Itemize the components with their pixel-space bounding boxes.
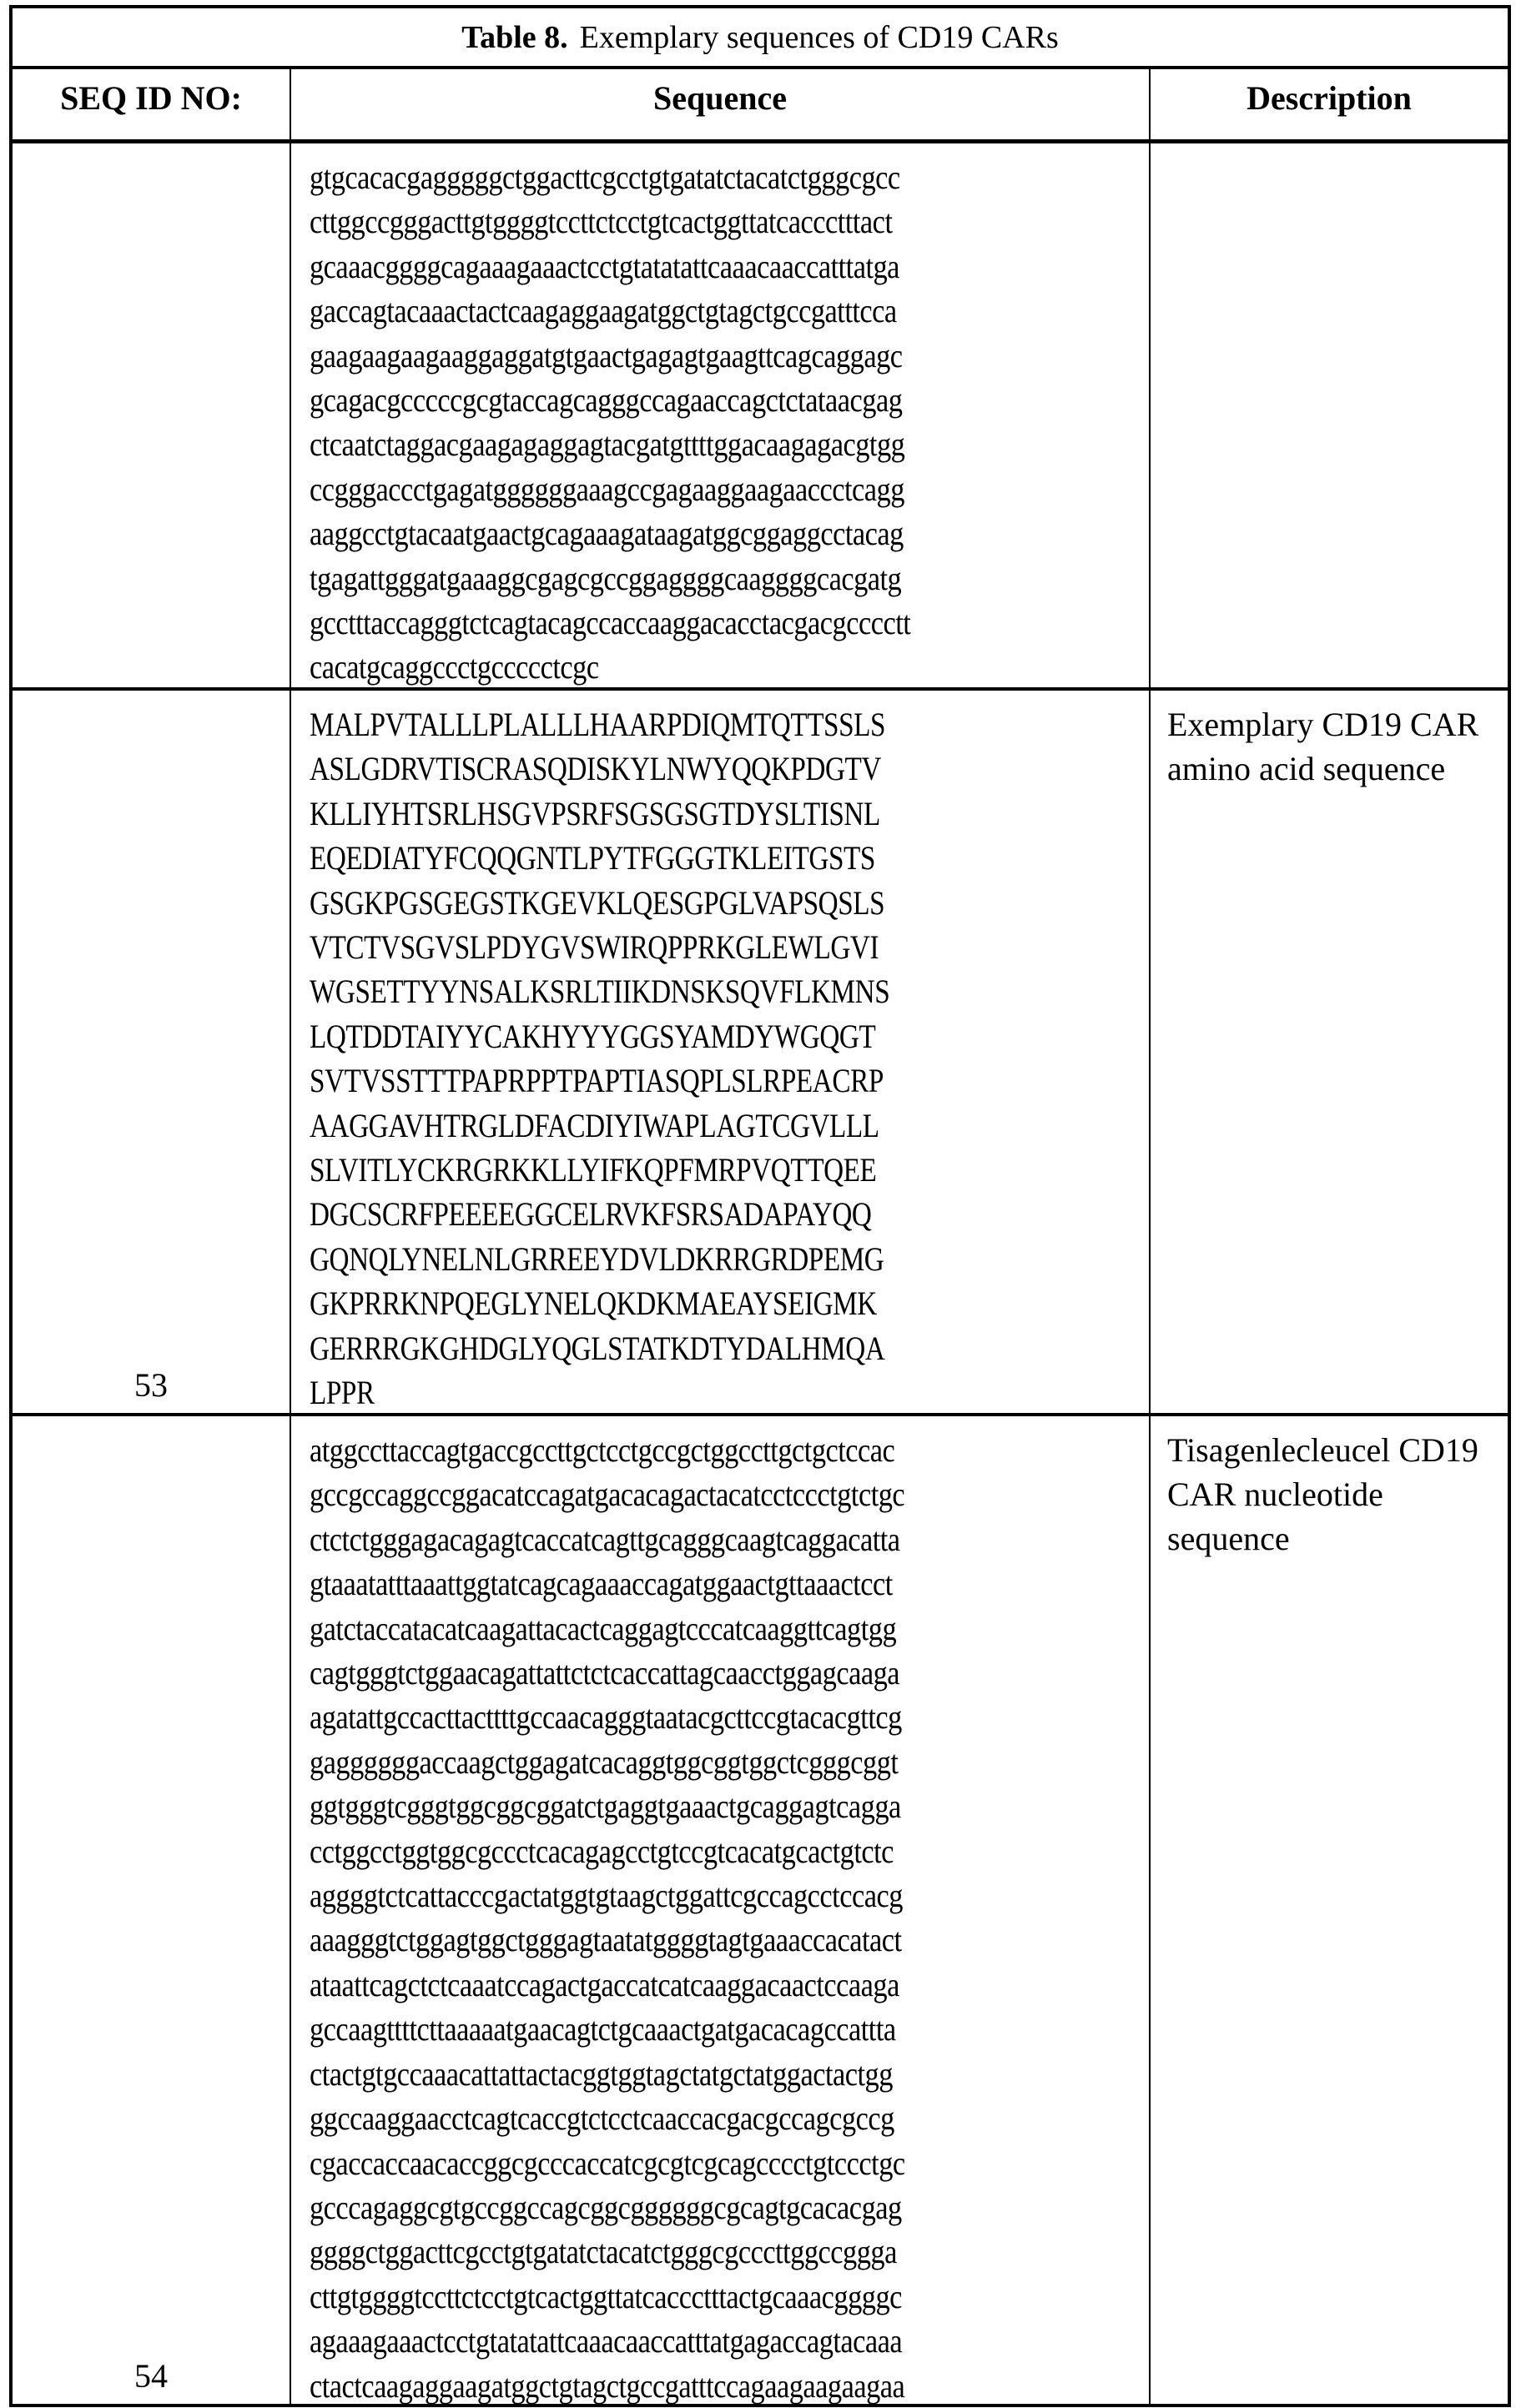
sequence-line: agatattgccacttacttttgccaacagggtaatacgcttccgtacacgttcg [310, 1698, 902, 1737]
sequence-line: gatctaccatacatcaagattacactcaggagtcccatcaaggttcagtgg [310, 1609, 897, 1647]
sequence-line: AAGGAVHTRGLDFACDIYIWAPLAGTCGVLLL [310, 1106, 879, 1144]
sequence-line: LQTDDTAIYYCAKHYYYGGSYAMDYWGQGT [310, 1017, 876, 1055]
sequence-line: MALPVTALLLPLALLLHAARPDIQMTQTTSSLS [310, 706, 886, 743]
sequence-line: gccgccaggccggacatccagatgacacagactacatcctccctgtctgc [310, 1475, 905, 1514]
sequence-line: gcctttaccagggtctcagtacagccaccaaggacacctacgacgcccctt [310, 604, 911, 642]
sequence-line: ASLGDRVTISCRASQDISKYLNWYQQKPDGTV [310, 750, 881, 788]
sequence-line: gcccagaggcgtgccggccagcggcggggggcgcagtgcacacgag [310, 2188, 902, 2226]
sequence-line: ataattcagctctcaaatccagactgaccatcatcaaggacaactccaaga [310, 1965, 899, 2003]
sequence-line: GQNQLYNELNLGRREEYDVLDKRRGRDPEMG [310, 1239, 884, 1278]
sequence-line: gtgcacacgagggggctggacttcgcctgtgatatctacatctgggcgcc [310, 158, 900, 196]
description-cell: Exemplary CD19 CAR amino acid sequence [1167, 706, 1479, 787]
sequence-line: atggccttaccagtgaccgccttgctcctgccgctggccttgctgctccac [310, 1431, 895, 1469]
sequence-line: WGSETTYYNSALKSRLTIIKDNSKSQVFLKMNS [310, 973, 890, 1011]
table-caption-label: Table 8. [461, 19, 568, 55]
sequence-line: GERRRGKGHDGLYQGLSTATKDTYDALHMQA [310, 1329, 885, 1367]
seq-id-cell [13, 143, 291, 687]
sequence-line: gaggggggaccaagctggagatcacaggtggcggtggctcgggcggt [310, 1742, 899, 1781]
table-caption-text: Exemplary sequences of CD19 CARs [579, 19, 1059, 55]
table-row [13, 1416, 1508, 2404]
sequence-line: ctactgtgccaaacattattactacggtggtagctatgctatggactactgg [310, 2054, 893, 2093]
sequence-line: ccgggaccctgagatggggggaaagccgagaaggaagaaccctcagg [310, 470, 904, 508]
sequence-cell [291, 1416, 1151, 2404]
sequence-line: VTCTVSGVSLPDYGVSWIRQPPRKGLEWLGVI [310, 928, 879, 967]
table-caption [13, 8, 1508, 69]
sequence-line: cgaccaccaacaccggcgcccaccatcgcgtcgcagcccctgtccctgc [310, 2144, 905, 2182]
sequence-line: gaagaagaagaaggaggatgtgaactgagagtgaagttcagcaggagc [310, 336, 903, 375]
sequence-line: cctggcctggtggcgccctcacagagcctgtccgtcacatgcactgtctc [310, 1832, 894, 1870]
sequence-line: ggtgggtcgggtggcggcggatctgaggtgaaactgcaggagtcagga [310, 1787, 901, 1826]
sequence-line: GKPRRKNPQEGLYNELQKDKMAEAYSEIGMK [310, 1284, 877, 1323]
sequence-cell [291, 143, 1151, 687]
sequence-line: ggccaaggaacctcagtcaccgtctcctcaaccacgacgccagcgccg [310, 2099, 894, 2138]
sequence-line: cttggccgggacttgtggggtccttctcctgtcactggttatcaccctttact [310, 203, 893, 241]
header-description: Description [1247, 78, 1412, 117]
sequence-line: ctcaatctaggacgaagagaggagtacgatgttttggacaagagacgtgg [310, 425, 905, 464]
sequence-line: SLVITLYCKRGRKKLLYIFKQPFMRPVQTTQEE [310, 1151, 877, 1189]
sequence-line: gcaaacggggcagaaagaaactcctgtatatattcaaacaaccatttatga [310, 247, 899, 285]
sequence-line: aaagggtctggagtggctgggagtaatatggggtagtgaaaccacatact [310, 1921, 902, 1959]
sequence-line: tgagattgggatgaaaggcgagcgccggaggggcaaggggcacgatg [310, 559, 902, 597]
sequence-line: gtaaatatttaaattggtatcagcagaaaccagatggaactgttaaactcct [310, 1565, 893, 1603]
seq-id-cell: 54 [13, 1416, 291, 2404]
sequence-table [9, 5, 1511, 2407]
sequence-line: ctctctgggagacagagtcaccatcagttgcagggcaagtcaggacatta [310, 1520, 900, 1558]
sequence-line: gcagacgcccccgcgtaccagcagggccagaaccagctctataacgag [310, 381, 903, 420]
description-cell: Tisagenlecleucel CD19 CAR nucleotide sequence [1167, 1431, 1478, 1557]
sequence-line: agaaagaaactcctgtatatattcaaacaaccatttatgagaccagtacaaa [310, 2322, 903, 2360]
description-cell [1151, 143, 1508, 687]
sequence-line: cacatgcaggccctgccccctcgc [310, 648, 599, 686]
table-row [13, 143, 1508, 691]
sequence-line: KLLIYHTSRLHSGVPSRFSGSGSGTDYSLTISNL [310, 794, 880, 832]
sequence-line: EQEDIATYFCQQGNTLPYTFGGGTKLEITGSTS [310, 839, 875, 877]
sequence-line: DGCSCRFPEEEEGGCELRVKFSRSADAPAYQQ [310, 1195, 872, 1234]
sequence-line: GSGKPGSGEGSTKGEVKLQESGPGLVAPSQSLS [310, 883, 885, 922]
sequence-line: gaccagtacaaactactcaagaggaagatggctgtagctgccgatttcca [310, 292, 897, 330]
table-header-row [13, 69, 1508, 143]
sequence-line: ctactcaagaggaagatggctgtagctgccgatttccagaagaagaagaa [310, 2366, 905, 2405]
sequence-cell [291, 691, 1151, 1413]
seq-id-cell: 53 [13, 691, 291, 1413]
sequence-line: cagtgggtctggaacagattattctctcaccattagcaacctggagcaaga [310, 1654, 900, 1692]
sequence-line: gccaagttttcttaaaaatgaacagtctgcaaactgatgacacagccattta [310, 2010, 896, 2049]
sequence-line: aggggtctcattacccgactatggtgtaagctggattcgccagcctccacg [310, 1877, 903, 1915]
sequence-line: aaggcctgtacaatgaactgcagaaagataagatggcggaggcctacag [310, 515, 904, 553]
sequence-line: cttgtggggtccttctcctgtcactggttatcaccctttactgcaaacggggc [310, 2277, 902, 2315]
header-seq-id: SEQ ID NO: [13, 69, 291, 139]
table-row [13, 691, 1508, 1416]
sequence-line: SVTVSSTTTPAPRPPTPAPTIASQPLSLRPEACRP [310, 1062, 884, 1100]
sequence-line: LPPR [310, 1374, 375, 1412]
sequence-line: ggggctggacttcgcctgtgatatctacatctgggcgcccttggccggga [310, 2233, 897, 2271]
header-sequence: Sequence [291, 69, 1151, 139]
